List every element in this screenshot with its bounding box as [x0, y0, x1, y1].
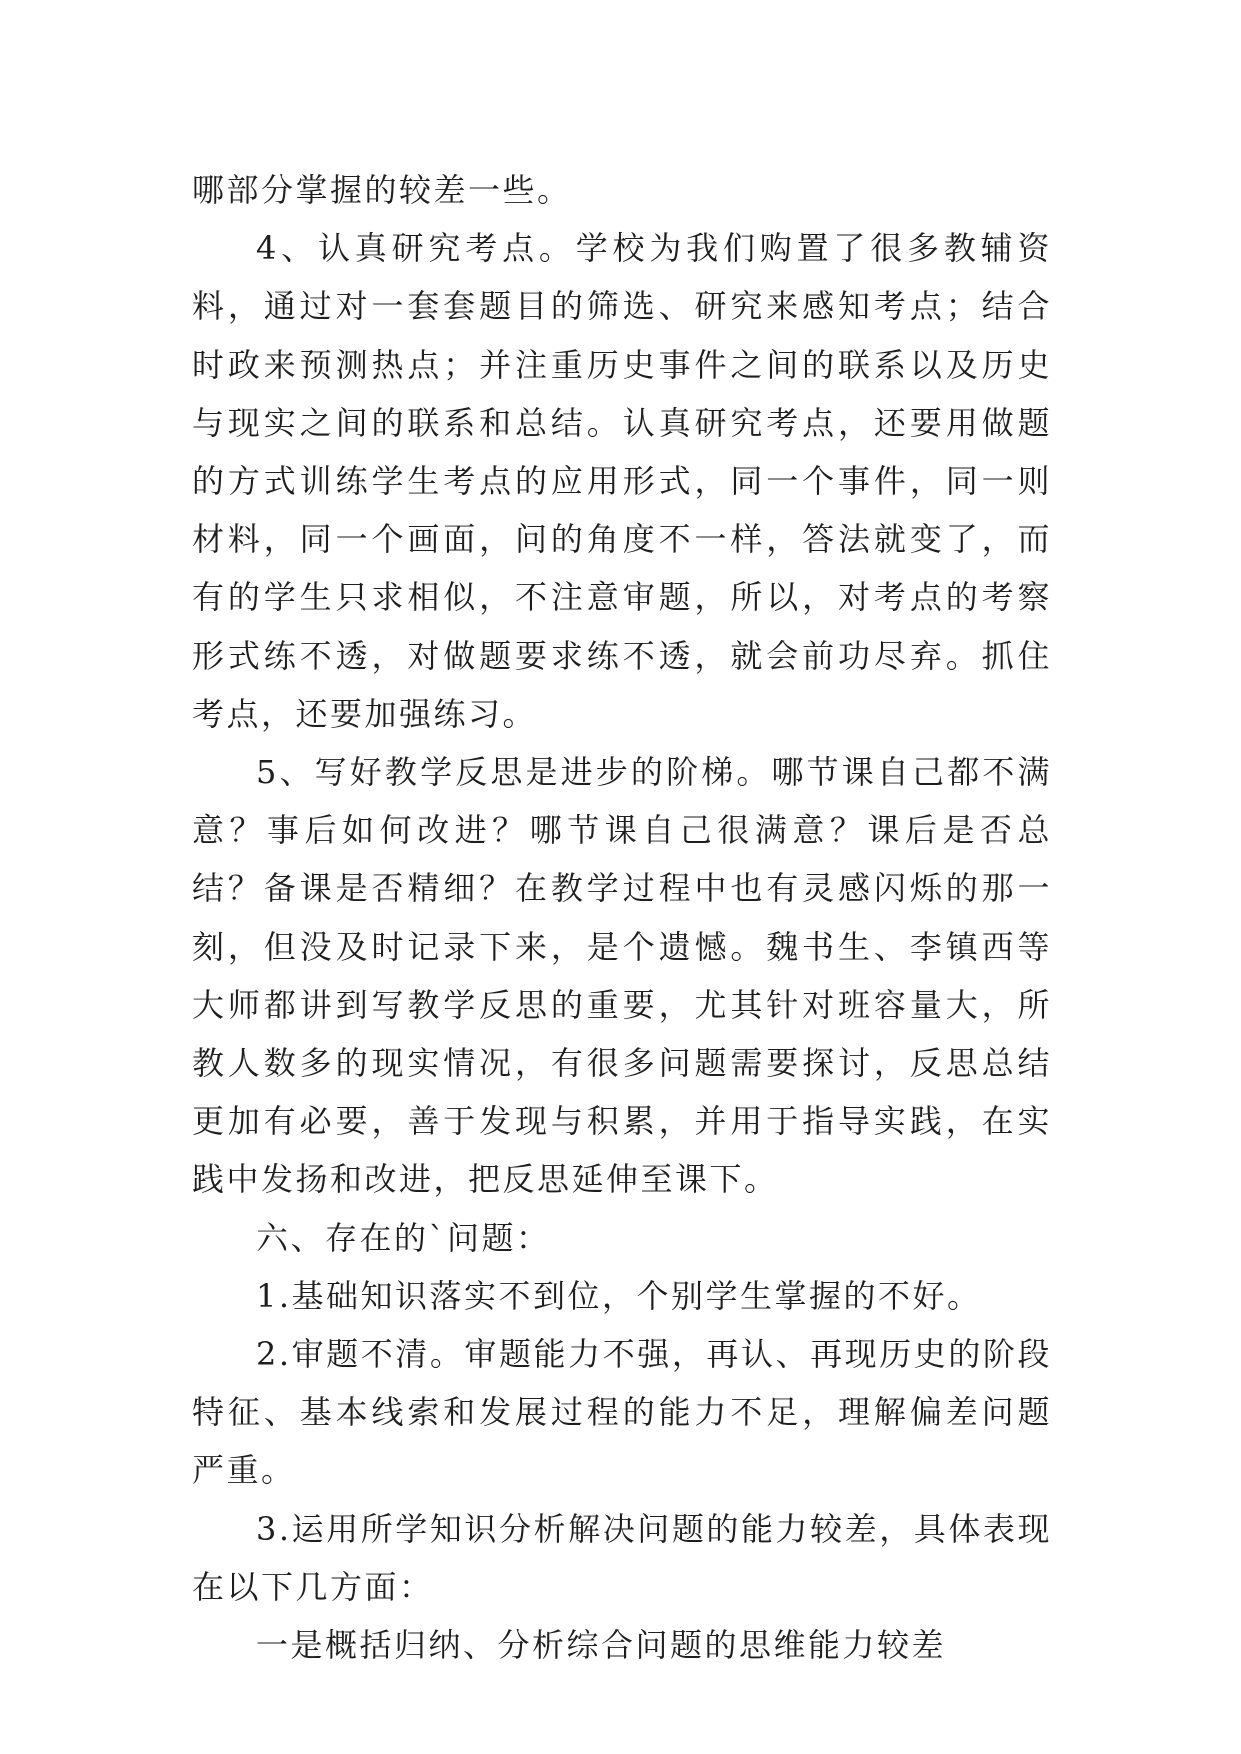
document-body: [192, 161, 1052, 1674]
paragraph-continuation: 哪部分掌握的较差一些。: [192, 171, 572, 209]
problem-subitem-1: 一是概括归纳、分析综合问题的思维能力较差: [256, 1626, 947, 1665]
problem-item-1: 1.基础知识落实不到位，个别学生掌握的不好。: [256, 1276, 982, 1315]
problem-item-2: 2.审题不清。审题能力不强，再认、再现历史的阶段特征、基本线索和发展过程的能力不足，理解偏差问题严重。: [192, 1335, 1052, 1490]
paragraph-item-5: 5、写好教学反思是进步的阶梯。哪节课自己都不满意？事后如何改进？哪节课自己很满意？课后是否总结？备课是否精细？在教学过程中也有灵感闪烁的那一刻，但没及时记录下来，是个遗憾。魏书生、李镇西等大师都讲到写教学反思的重要，尤其针对班容量大，所教人数多的现实情况，有很多问题需要探讨，反思总结更加有必要，善于发现与积累，并用于指导实践，在实践中发扬和改进，把反思延伸至课下。: [192, 753, 1052, 1199]
paragraph-item-4: 4、认真研究考点。学校为我们购置了很多教辅资料，通过对一套套题目的筛选、研究来感知考点；结合时政来预测热点；并注重历史事件之间的联系以及历史与现实之间的联系和总结。认真研究考点，还要用做题的方式训练学生考点的应用形式，同一个事件，同一则材料，同一个画面，问的角度不一样，答法就变了，而有的学生只求相似，不注意审题，所以，对考点的考察形式练不透，对做题要求练不透，就会前功尽弃。抓住考点，还要加强练习。: [192, 229, 1052, 733]
problem-item-3: 3.运用所学知识分析解决问题的能力较差，具体表现在以下几方面：: [192, 1509, 1052, 1606]
section-heading-problems: 六、存在的`问题：: [256, 1218, 551, 1257]
